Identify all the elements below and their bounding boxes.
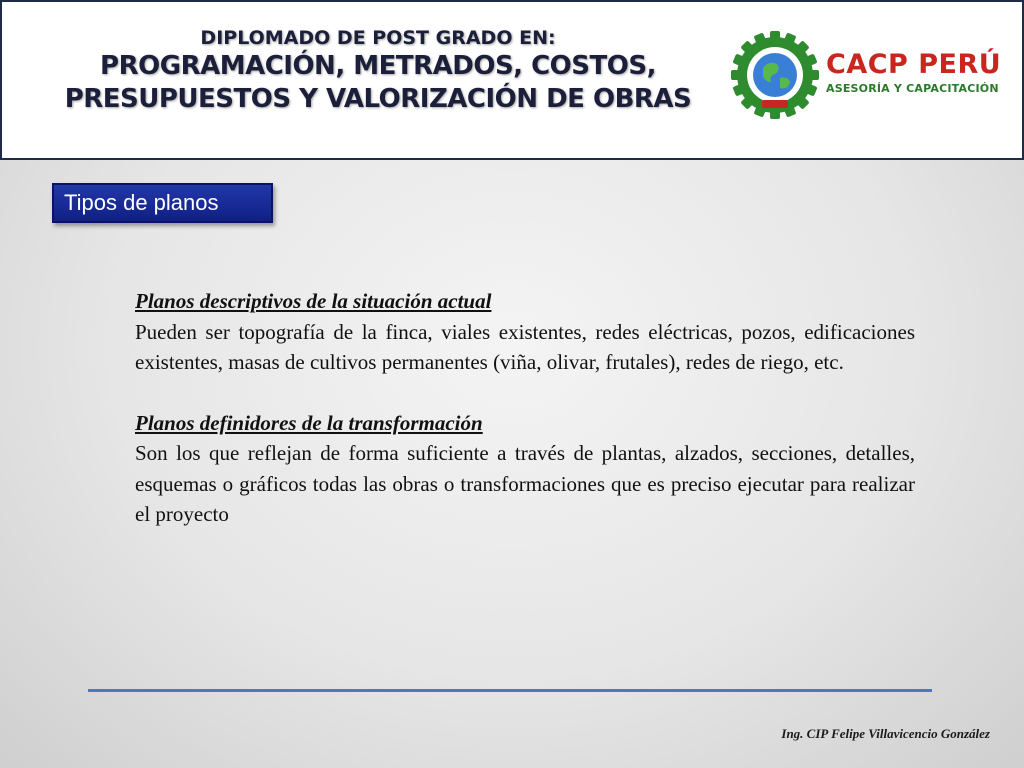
slide-header <box>0 0 1024 160</box>
divider-line <box>88 689 932 692</box>
brand-name: CACP PERÚ <box>826 49 1002 80</box>
cacp-gear-logo-icon <box>730 30 820 120</box>
block-text: Son los que reflejan de forma suficiente a través de plantas, alzados, secciones, detalles, esquemas o gráficos todas las obras o transformaciones que es preciso ejecutar para realizar el proyecto <box>135 441 915 526</box>
brand-tagline: ASESORÍA Y CAPACITACIÓN <box>826 82 999 95</box>
course-title-line2: PROGRAMACIÓN, METRADOS, COSTOS, <box>100 51 656 81</box>
section-label: Tipos de planos <box>52 183 273 223</box>
slide-content <box>135 286 915 530</box>
block-heading: Planos definidores de la transformación <box>135 410 483 435</box>
spacer <box>135 378 915 408</box>
course-title <box>2 26 754 116</box>
block-text: Pueden ser topografía de la finca, viales existentes, redes eléctricas, pozos, edificaciones existentes, masas de cultivos permanentes (viña, olivar, frutales), redes de riego, etc. <box>135 319 915 374</box>
block-heading: Planos descriptivos de la situación actual <box>135 289 492 313</box>
author-credit: Ing. CIP Felipe Villavicencio González <box>781 726 990 741</box>
course-title-line3: PRESUPUESTOS Y VALORIZACIÓN DE OBRAS <box>64 84 692 114</box>
brand-block <box>826 50 1001 95</box>
course-title-line1: DIPLOMADO DE POST GRADO EN: <box>200 27 556 49</box>
